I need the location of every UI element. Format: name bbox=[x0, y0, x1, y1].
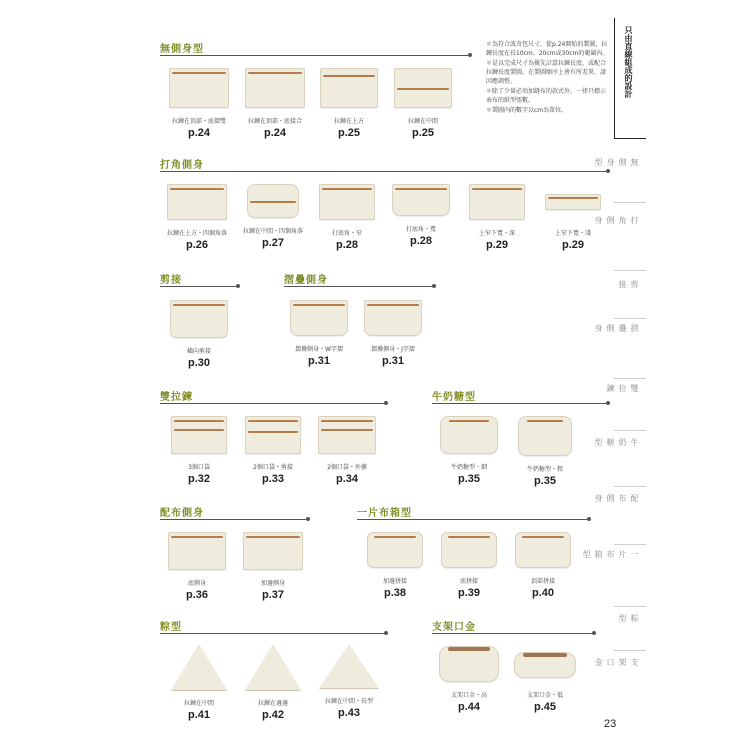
item-page: p.24 bbox=[263, 127, 286, 139]
item-page: p.30 bbox=[187, 357, 210, 369]
item-label: 牛奶糖型・細 bbox=[450, 464, 487, 471]
item-label: 支架口金・低 bbox=[526, 692, 563, 699]
item-label: 拉鍊在頂部・底接合 bbox=[247, 118, 302, 125]
section-title-one-piece-box: 一片布箱型 bbox=[357, 508, 412, 519]
item-page: p.26 bbox=[185, 239, 208, 251]
item-card[interactable] bbox=[162, 532, 232, 601]
tab-divider bbox=[614, 270, 646, 271]
pouch-image bbox=[290, 300, 348, 336]
pouch-image bbox=[518, 416, 572, 456]
section-title-contrast-gusset: 配布側身 bbox=[160, 508, 204, 519]
section-rule bbox=[160, 55, 470, 56]
pouch-image bbox=[170, 300, 228, 338]
tab-divider bbox=[614, 378, 646, 379]
item-label: 支架口金・高 bbox=[450, 692, 487, 699]
pouch-image bbox=[439, 646, 499, 682]
pouch-image bbox=[245, 416, 301, 454]
item-page: p.28 bbox=[409, 235, 432, 247]
pouch-image bbox=[171, 644, 227, 690]
item-card[interactable] bbox=[238, 184, 308, 249]
item-page: p.25 bbox=[337, 127, 360, 139]
note-3: ＊除了少量必須加縫布的款式外，一律只標示表布的紙型張數。 bbox=[486, 88, 607, 104]
item-page: p.43 bbox=[337, 707, 360, 719]
item-card[interactable] bbox=[314, 68, 384, 139]
section-rule bbox=[432, 633, 594, 634]
pouch-image bbox=[245, 68, 305, 108]
item-label: 底拼接 bbox=[459, 578, 478, 585]
pouch-image bbox=[394, 68, 452, 108]
tab-divider bbox=[614, 544, 646, 545]
chapter-tab[interactable]: 牛奶糖型 bbox=[594, 438, 639, 446]
item-label: 拉鍊在中間・長型 bbox=[324, 698, 373, 705]
tab-divider bbox=[614, 430, 646, 431]
item-label: 拉鍊在邊邊 bbox=[257, 700, 288, 707]
item-page: p.29 bbox=[561, 239, 584, 251]
pouch-image bbox=[168, 532, 226, 570]
chapter-tab[interactable]: 配布側身 bbox=[594, 494, 639, 502]
pouch-image bbox=[171, 416, 227, 454]
item-page: p.24 bbox=[187, 127, 210, 139]
pouch-image bbox=[318, 416, 376, 454]
item-card[interactable] bbox=[162, 184, 232, 251]
pouch-image bbox=[319, 184, 375, 220]
item-page: p.35 bbox=[533, 475, 556, 487]
item-card[interactable] bbox=[358, 300, 428, 367]
chapter-tab[interactable]: 剪接 bbox=[618, 280, 639, 288]
section-title-caramel: 牛奶糖型 bbox=[432, 392, 476, 403]
pouch-image bbox=[545, 194, 601, 210]
chapter-tab[interactable]: 摺疊側身 bbox=[594, 324, 639, 332]
item-label: 加邊拼接 bbox=[382, 578, 407, 585]
section-title-no-gusset: 無側身型 bbox=[160, 44, 204, 55]
item-page: p.44 bbox=[457, 701, 480, 713]
pouch-image bbox=[469, 184, 525, 220]
pouch-image bbox=[514, 652, 576, 678]
item-label: 上窄下寬・深 bbox=[478, 230, 515, 237]
item-page: p.38 bbox=[383, 587, 406, 599]
item-label: 牛奶糖型・粗 bbox=[526, 466, 563, 473]
item-card[interactable] bbox=[164, 68, 234, 139]
item-card[interactable] bbox=[164, 416, 234, 485]
item-label: 橫向剪接 bbox=[186, 348, 211, 355]
item-card[interactable] bbox=[164, 300, 234, 369]
item-page: p.31 bbox=[307, 355, 330, 367]
section-title-boxed-corner: 打角側身 bbox=[160, 160, 204, 171]
item-card[interactable] bbox=[164, 644, 234, 721]
pouch-image bbox=[515, 532, 571, 568]
side-chapter-title: 只由直線組成的設計 bbox=[624, 26, 633, 98]
chapter-tab[interactable]: 無側身型 bbox=[594, 158, 639, 166]
item-label: 摺疊側身・W字摺 bbox=[295, 346, 343, 353]
item-page: p.45 bbox=[533, 701, 556, 713]
item-card[interactable] bbox=[314, 644, 384, 719]
chapter-tab[interactable]: 一片布箱型 bbox=[582, 550, 639, 558]
item-card[interactable] bbox=[388, 68, 458, 139]
item-label: 2個口袋・外擴 bbox=[327, 464, 367, 471]
item-label: 打底角・寬 bbox=[405, 226, 436, 233]
note-2: ＊是以完成尺寸為優先計算拉鍊長度，或配合拉鍊長度製圖，在製圖順序上會有所差異，請因應調整。 bbox=[486, 60, 607, 85]
item-card[interactable] bbox=[510, 646, 580, 713]
pouch-image bbox=[245, 644, 301, 690]
section-title-panel: 剪接 bbox=[160, 275, 182, 286]
item-label: 加邊側身 bbox=[260, 580, 285, 587]
side-rule bbox=[614, 138, 646, 139]
section-title-pyramid: 粽型 bbox=[160, 622, 182, 633]
section-rule bbox=[284, 286, 434, 287]
item-label: 拉鍊在頂部・底摺雙 bbox=[171, 118, 226, 125]
note-1: ＊為符合波奇包尺寸，從p.24開始的製圖，拉鍊長度在長10cm、20cm或30cm的範圍內。 bbox=[486, 41, 609, 57]
section-rule bbox=[160, 171, 608, 172]
chapter-tab[interactable]: 粽型 bbox=[618, 614, 639, 622]
section-rule bbox=[160, 519, 308, 520]
item-page: p.27 bbox=[261, 237, 284, 249]
item-card[interactable] bbox=[284, 300, 354, 367]
pouch-image bbox=[441, 532, 497, 568]
item-label: 拉鍊在上方 bbox=[333, 118, 364, 125]
item-card[interactable] bbox=[462, 184, 532, 251]
item-page: p.42 bbox=[261, 709, 284, 721]
chapter-tab[interactable]: 雙拉鍊 bbox=[606, 384, 639, 392]
chapter-tab[interactable]: 打角側身 bbox=[594, 216, 639, 224]
section-rule bbox=[160, 403, 386, 404]
item-label: 摺疊側身・J字摺 bbox=[371, 346, 415, 353]
item-card[interactable] bbox=[238, 644, 308, 721]
section-rule bbox=[357, 519, 589, 520]
item-page: p.25 bbox=[411, 127, 434, 139]
pouch-image bbox=[392, 184, 450, 216]
section-rule bbox=[160, 286, 238, 287]
tab-divider bbox=[614, 650, 646, 651]
page-number: 23 bbox=[604, 718, 617, 730]
note-4: ＊製圖內的數字以cm為單位。 bbox=[486, 107, 568, 114]
item-page: p.40 bbox=[531, 587, 554, 599]
section-title-double-zip: 雙拉鍊 bbox=[160, 392, 193, 403]
item-card[interactable] bbox=[434, 532, 504, 599]
pouch-image bbox=[320, 68, 378, 108]
item-label: 拉鍊在中間・四個角落 bbox=[242, 228, 303, 235]
section-title-frame-clasp: 支架口金 bbox=[432, 622, 476, 633]
item-label: 3個口袋 bbox=[188, 464, 210, 471]
item-card[interactable] bbox=[312, 184, 382, 251]
item-page: p.33 bbox=[261, 473, 284, 485]
pouch-image bbox=[367, 532, 423, 568]
item-card[interactable] bbox=[508, 532, 578, 599]
item-label: 拉鍊在中間 bbox=[407, 118, 438, 125]
item-label: 打底角・窄 bbox=[331, 230, 362, 237]
item-page: p.35 bbox=[457, 473, 480, 485]
item-card[interactable] bbox=[510, 416, 580, 487]
section-title-folded-gusset: 摺疊側身 bbox=[284, 275, 328, 286]
item-page: p.41 bbox=[187, 709, 210, 721]
side-rule bbox=[614, 18, 615, 138]
tab-divider bbox=[614, 318, 646, 319]
pouch-image bbox=[167, 184, 227, 220]
item-label: 上窄下寬・淺 bbox=[554, 230, 591, 237]
pouch-image bbox=[247, 184, 299, 218]
item-card[interactable] bbox=[434, 646, 504, 713]
item-label: 拉鍊在上方・四個角落 bbox=[166, 230, 227, 237]
item-card[interactable] bbox=[312, 416, 382, 485]
item-page: p.28 bbox=[335, 239, 358, 251]
item-page: p.39 bbox=[457, 587, 480, 599]
item-page: p.36 bbox=[185, 589, 208, 601]
pouch-image bbox=[243, 532, 303, 570]
item-page: p.32 bbox=[187, 473, 210, 485]
item-card[interactable] bbox=[434, 416, 504, 485]
item-card[interactable] bbox=[238, 416, 308, 485]
chapter-tab[interactable]: 支架口金 bbox=[594, 658, 639, 666]
item-page: p.37 bbox=[261, 589, 284, 601]
item-page: p.34 bbox=[335, 473, 358, 485]
item-label: 頂部拼接 bbox=[530, 578, 555, 585]
tab-divider bbox=[614, 606, 646, 607]
item-label: 底側身 bbox=[187, 580, 206, 587]
tab-divider bbox=[614, 486, 646, 487]
item-page: p.31 bbox=[381, 355, 404, 367]
pouch-image bbox=[440, 416, 498, 454]
notes-block bbox=[486, 40, 610, 116]
section-rule bbox=[160, 633, 386, 634]
item-card[interactable] bbox=[238, 532, 308, 601]
item-card[interactable] bbox=[240, 68, 310, 139]
item-page: p.29 bbox=[485, 239, 508, 251]
item-card[interactable] bbox=[386, 184, 456, 247]
section-rule bbox=[432, 403, 608, 404]
item-label: 2個口袋・剪接 bbox=[253, 464, 293, 471]
pouch-image bbox=[364, 300, 422, 336]
tab-divider bbox=[614, 202, 646, 203]
item-card[interactable] bbox=[360, 532, 430, 599]
pouch-image bbox=[169, 68, 229, 108]
pouch-image bbox=[319, 644, 379, 688]
item-label: 拉鍊在中間 bbox=[183, 700, 214, 707]
